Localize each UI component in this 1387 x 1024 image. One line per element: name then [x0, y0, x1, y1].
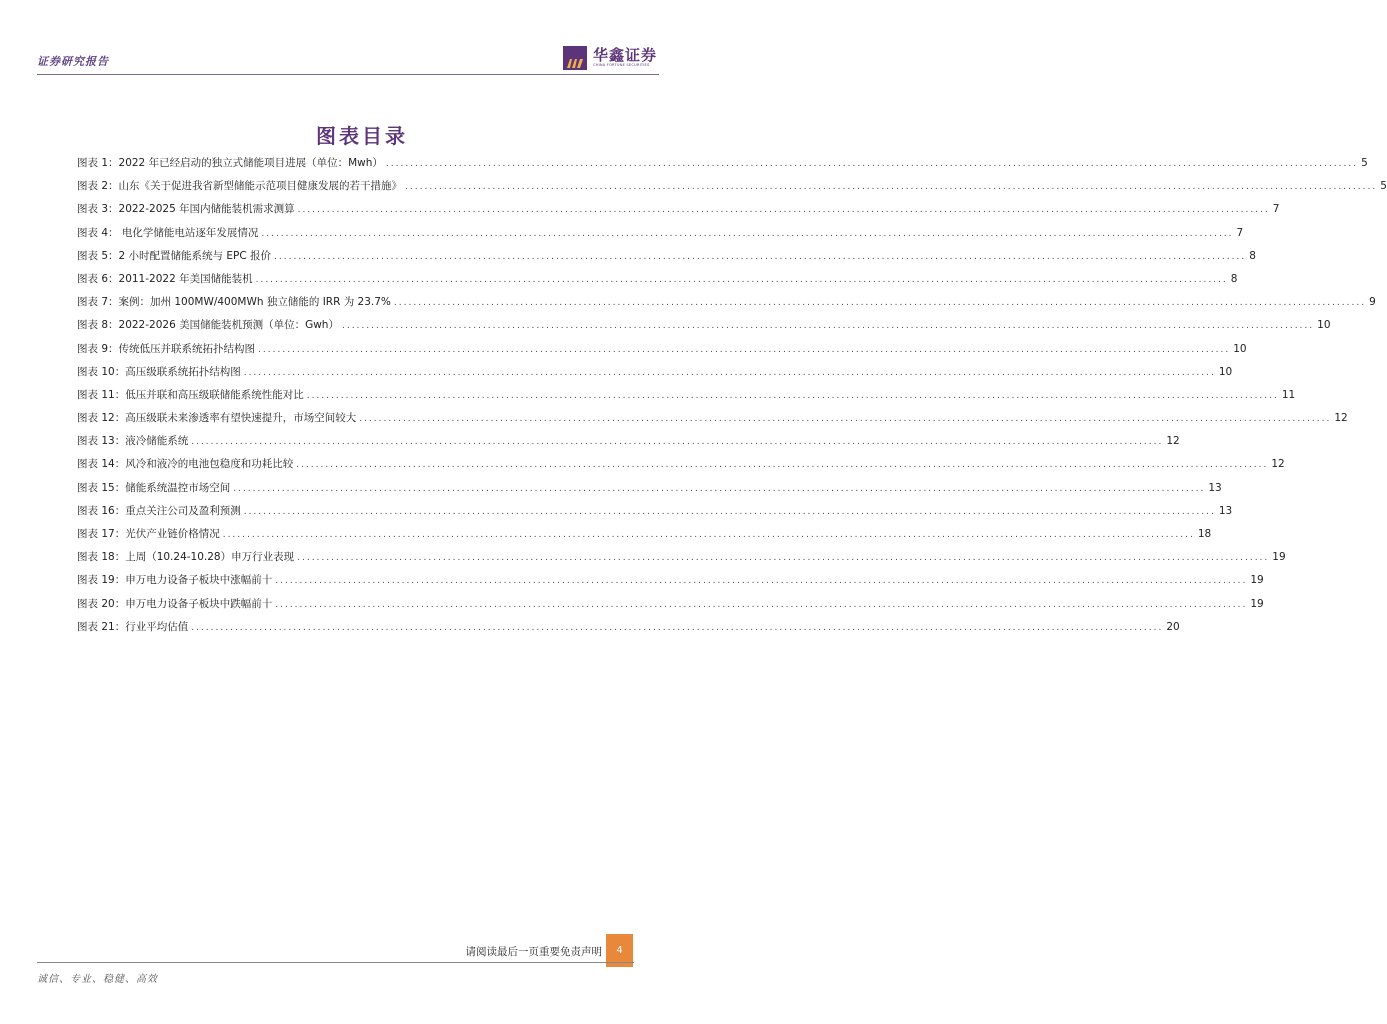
toc-leader-dots: ........................................................................................................................................................................................................	[306, 390, 1279, 401]
toc-entry[interactable]	[77, 480, 1222, 503]
toc-entry-page: 12	[1334, 412, 1348, 425]
toc-entry-label: 图表 1：2022 年已经启动的独立式储能项目进展（单位：Mwh）	[77, 157, 383, 169]
toc-entry-label: 图表 8：2022-2026 美国储能装机预测（单位：Gwh）	[77, 319, 339, 332]
report-type-label: 证券研究报告	[37, 55, 109, 68]
toc-entry-page: 7	[1236, 226, 1244, 239]
toc-leader-dots: ........................................................................................................................................................................................................	[258, 344, 1231, 355]
toc-entry-label: 图表 11：低压并联和高压级联储能系统性能对比	[77, 388, 304, 401]
toc-leader-dots: ........................................................................................................................................................................................................	[297, 553, 1270, 564]
toc-entry[interactable]	[77, 456, 1285, 479]
toc-entry[interactable]	[77, 225, 1244, 248]
toc-leader-dots: ........................................................................................................................................................................................................	[275, 599, 1248, 610]
toc-entry-page: 5	[1380, 180, 1387, 193]
toc-entry[interactable]	[77, 364, 1233, 387]
toc-entry[interactable]	[77, 201, 1280, 224]
logo-text: 华鑫证券	[593, 46, 658, 64]
toc-entry-page: 13	[1218, 504, 1233, 517]
toc-leader-dots: ........................................................................................................................................................................................................	[359, 414, 1332, 425]
footer-slogan: 诚信、专业、稳健、高效	[37, 974, 158, 985]
toc-leader-dots: ........................................................................................................................................................................................................	[297, 205, 1270, 216]
toc-entry-label: 图表 10：高压级联系统拓扑结构图	[77, 365, 241, 378]
toc-leader-dots: ........................................................................................................................................................................................................	[341, 321, 1315, 332]
toc-leader-dots: ........................................................................................................................................................................................................	[222, 530, 1195, 540]
toc-entry-label: 图表 3：2022-2025 年国内储能装机需求测算	[77, 203, 295, 216]
toc-entry-label: 图表 17：光伏产业链价格情况	[77, 528, 220, 540]
toc-entry[interactable]	[77, 572, 1264, 595]
toc-entry[interactable]	[77, 341, 1247, 364]
disclaimer-note: 请阅读最后一页重要免责声明	[465, 946, 602, 958]
toc-entry[interactable]	[77, 178, 1387, 201]
toc-entry[interactable]	[77, 271, 1238, 294]
toc-entry[interactable]	[77, 596, 1264, 619]
logo-icon	[563, 46, 587, 70]
toc-leader-dots: ........................................................................................................................................................................................................	[261, 228, 1234, 239]
toc-entry[interactable]	[77, 294, 1376, 317]
toc-entry[interactable]	[77, 410, 1348, 433]
toc-entry-label: 图表 4： 电化学储能电站逐年发展情况	[77, 226, 259, 239]
toc-entry-page: 8	[1230, 272, 1238, 285]
toc-leader-dots: ........................................................................................................................................................................................................	[385, 159, 1359, 169]
toc-leader-dots: ........................................................................................................................................................................................................	[243, 367, 1216, 378]
toc-entry-page: 9	[1369, 296, 1376, 309]
toc-entry-label: 图表 14：风冷和液冷的电池包稳度和功耗比较	[77, 458, 294, 471]
toc-entry-page: 10	[1317, 319, 1331, 332]
company-logo	[563, 44, 659, 72]
toc-entry-label: 图表 13：液冷储能系统	[77, 435, 189, 448]
toc-entry-label: 图表 20：申万电力设备子板块中跌幅前十	[77, 597, 273, 610]
toc-leader-dots: ........................................................................................................................................................................................................	[274, 251, 1247, 262]
toc-leader-dots: ........................................................................................................................................................................................................	[296, 460, 1269, 471]
toc-entry[interactable]	[77, 155, 1368, 178]
toc-leader-dots: ........................................................................................................................................................................................................	[191, 622, 1164, 633]
toc-entry-label: 图表 18：上周（10.24-10.28）申万行业表现	[77, 551, 295, 564]
toc-entry-page: 18	[1197, 528, 1212, 540]
toc-entry-label: 图表 2：山东《关于促进我省新型储能示范项目健康发展的若干措施》	[77, 180, 403, 193]
logo-subtext: CHINA FORTUNE SECURITIES	[593, 63, 650, 67]
toc-entry[interactable]	[77, 433, 1180, 456]
page-number-badge: 4	[606, 934, 633, 967]
toc-entry-page: 8	[1249, 249, 1256, 262]
toc-entry-label: 图表 5：2 小时配置储能系统与 EPC 报价	[77, 249, 272, 262]
toc-entry-page: 12	[1271, 458, 1285, 471]
toc-entry-page: 19	[1250, 574, 1264, 587]
toc-leader-dots: ........................................................................................................................................................................................................	[393, 298, 1367, 309]
toc-entry-label: 图表 21：行业平均估值	[77, 620, 189, 633]
toc-entry[interactable]	[77, 549, 1286, 572]
toc-entry-label: 图表 6：2011-2022 年美国储能装机	[77, 272, 253, 285]
toc-entry[interactable]	[77, 387, 1296, 410]
toc-entry[interactable]	[77, 619, 1180, 642]
page-title: 图表目录	[316, 124, 408, 148]
toc-entry-label: 图表 12：高压级联未来渗透率有望快速提升，市场空间较大	[77, 412, 357, 425]
toc-entry-page: 10	[1218, 365, 1233, 378]
toc-entry-page: 19	[1272, 551, 1286, 564]
toc-entry-label: 图表 16：重点关注公司及盈利预测	[77, 504, 241, 517]
toc-entry-page: 7	[1272, 203, 1280, 216]
toc-leader-dots: ........................................................................................................................................................................................................	[233, 483, 1206, 494]
toc-entry-label: 图表 15：储能系统温控市场空间	[77, 481, 231, 494]
figure-table-of-contents	[77, 155, 1387, 642]
toc-entry[interactable]	[77, 317, 1331, 340]
page-header	[37, 40, 659, 75]
toc-entry-label: 图表 9：传统低压并联系统拓扑结构图	[77, 342, 256, 355]
toc-entry[interactable]	[77, 248, 1256, 271]
toc-leader-dots: ........................................................................................................................................................................................................	[243, 506, 1216, 517]
toc-entry-page: 11	[1281, 388, 1296, 401]
toc-entry-page: 20	[1166, 620, 1180, 633]
toc-entry-page: 13	[1208, 481, 1222, 494]
toc-leader-dots: ........................................................................................................................................................................................................	[275, 576, 1248, 587]
toc-leader-dots: ........................................................................................................................................................................................................	[255, 274, 1228, 285]
toc-entry-label: 图表 7：案例：加州 100MW/400MWh 独立储能的 IRR 为 23.7%	[77, 296, 391, 309]
toc-entry-label: 图表 19：申万电力设备子板块中涨幅前十	[77, 574, 273, 587]
toc-entry-page: 10	[1233, 342, 1247, 355]
toc-entry[interactable]	[77, 526, 1212, 549]
footer-divider	[37, 962, 634, 963]
toc-entry-page: 12	[1166, 435, 1180, 448]
toc-leader-dots: ........................................................................................................................................................................................................	[405, 182, 1378, 193]
toc-entry-page: 19	[1250, 597, 1264, 610]
toc-leader-dots: ........................................................................................................................................................................................................	[191, 437, 1164, 448]
toc-entry-page: 5	[1361, 157, 1368, 169]
toc-entry[interactable]	[77, 503, 1233, 526]
